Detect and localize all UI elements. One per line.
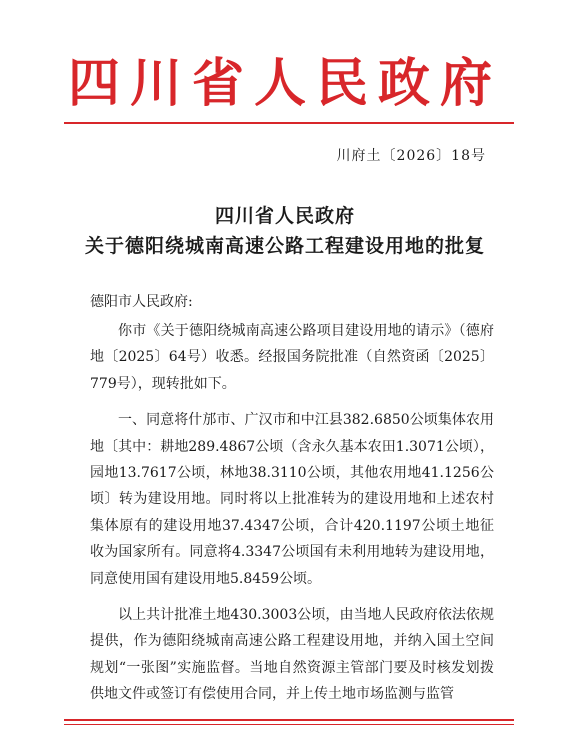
paragraph-3: 以上共计批准土地430.3003公顷，由当地人民政府依法依规提供，作为德阳绕城南高速公路工程建设用地，并纳入国土空间规划“一张图”实施监督。当地自然资源主管部门要及时核发划拨供地文件或签订有偿使用合同，并上传土地市场监测与监管 <box>90 607 494 703</box>
paragraph-1: 你市《关于德阳绕城南高速公路项目建设用地的请示》（德府地〔2025〕64号）收悉。经报国务院批准（自然资函〔2025〕779号），现转批如下。 <box>90 323 494 392</box>
paragraph-2: 一、同意将什邡市、广汉市和中江县382.6850公顷集体农用地〔其中：耕地289.4867公顷（含永久基本农田1.3071公顷），园地13.7617公顷，林地38.3110公顷，其他农用地41.1256公顷〕转为建设用地。同时将以上批准转为的建设用地和上述农村集体原有的建设用地37.4347公顷，合计420.1197公顷土地征收为国家所有。同意将4.3347公顷国有未利用地转为建设用地，同意使用国有建设用地5.8459公顷。 <box>90 412 494 587</box>
bottom-red-rule-thin <box>64 724 514 725</box>
document-title-line1: 四川省人民政府 <box>214 205 355 227</box>
masthead-title: 四川省人民政府 <box>67 53 502 114</box>
bottom-red-rule <box>64 719 514 721</box>
salutation: 德阳市人民政府: <box>90 294 193 310</box>
document-number: 川府土〔2026〕18号 <box>336 148 486 164</box>
document-title-line2: 关于德阳绕城南高速公路工程建设用地的批复 <box>84 235 485 257</box>
document-body <box>90 318 494 718</box>
top-red-rule <box>64 122 514 124</box>
